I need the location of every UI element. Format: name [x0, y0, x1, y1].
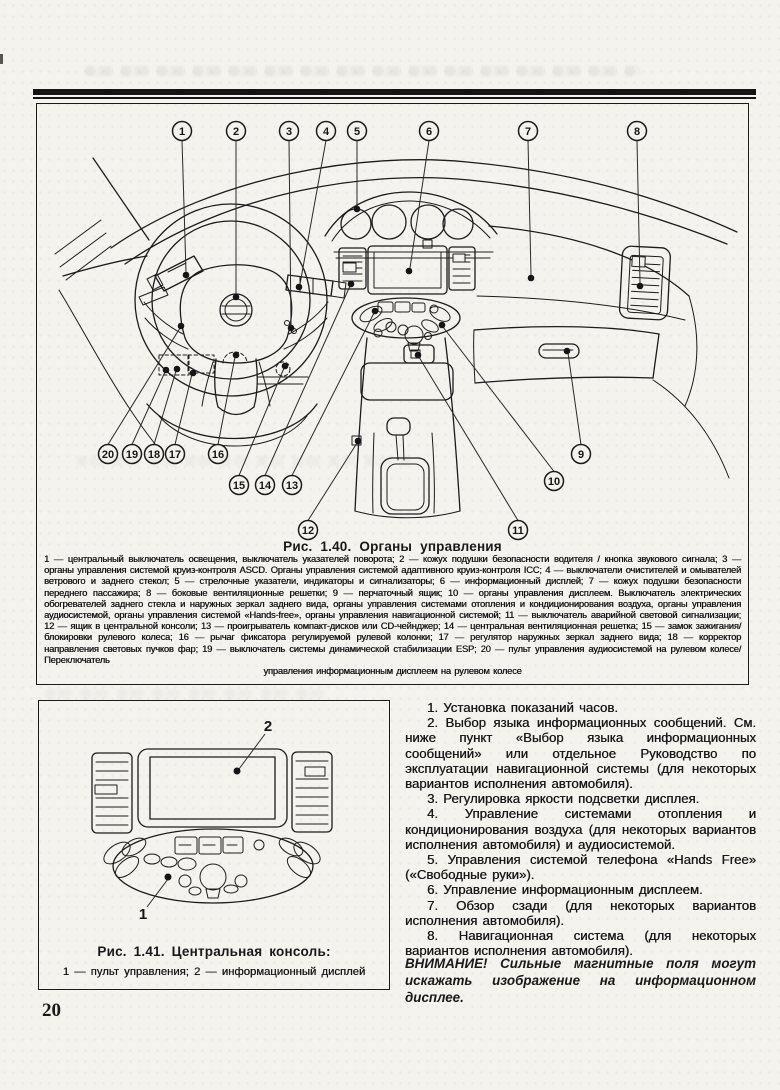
list-item: 3. Регулировка яркости подсветки дисплея.	[427, 791, 700, 807]
callout-12	[299, 521, 318, 540]
callout-7	[519, 122, 538, 141]
list-item: 6. Управление информационным дисплеем.	[427, 882, 703, 898]
scan-edge-mark	[0, 54, 3, 64]
console-diagram	[39, 701, 389, 929]
svg-text:6: 6	[425, 126, 433, 138]
callout-5	[348, 122, 367, 141]
svg-text:18: 18	[147, 449, 161, 461]
callout-3	[280, 122, 299, 141]
svg-text:12: 12	[301, 525, 315, 537]
figure-1-41-title: Рис. 1.41. Центральная консоль:	[97, 944, 331, 959]
callout-11	[509, 521, 528, 540]
callout-13	[283, 476, 302, 495]
svg-text:7: 7	[524, 126, 532, 138]
callout-10	[545, 472, 564, 491]
figure-1-40-caption	[44, 553, 741, 676]
callout-1	[173, 122, 192, 141]
header-rule-thick	[33, 89, 756, 95]
svg-text:15: 15	[232, 480, 246, 492]
list-item: 5. Управления системой телефона «Hands Free» («Свободные руки»).	[405, 852, 756, 883]
list-item: 7. Обзор сзади (для некоторых вариантов исполнения автомобиля).	[405, 897, 756, 928]
figure-1-41-caption: 1 — пульт управления; 2 — информационный дисплей	[62, 966, 366, 978]
svg-text:10: 10	[547, 476, 561, 488]
dashboard-diagram	[37, 106, 750, 554]
svg-text:1: 1	[178, 126, 186, 138]
callout-2	[227, 122, 246, 141]
figure-1-40-title: Рис. 1.40. Органы управления	[283, 539, 502, 554]
callout-6	[420, 122, 439, 141]
svg-text:13: 13	[285, 480, 299, 492]
show-through-text	[85, 66, 640, 76]
svg-text:19: 19	[125, 449, 139, 461]
list-item: 8. Навигационная система (для некоторых вариантов исполнения автомобиля).	[405, 928, 756, 959]
console-callout-2: 2	[263, 718, 273, 735]
svg-text:2: 2	[232, 126, 240, 138]
warning-note: ВНИМАНИЕ! Сильные магнитные поля могут искажать изображение на информационном дисплее.	[405, 956, 756, 1005]
svg-text:17: 17	[168, 449, 182, 461]
figure-1-40-caption-body: 1 — центральный выключатель освещения, выключатель указателей поворота; 2 — кожух подушки безопасности водителя / кнопка звукового сигнала; 3 — органы управления системой круиз-контроля ASCD. Органы управления системой адаптивного круиз-контроля ICC; 4 — выключатели очистителей и омывателей ветрового и заднего стекол; 5 — стрелочные указатели, индикаторы и сигнализаторы; 6 — информационный дисплей; 7 — кожух подушки безопасности переднего пассажира; 8 — боковые вентиляционные решетки; 9 — перчаточный ящик; 10 — органы управления дисплеем. Выключатель электрических обогревателей заднего стекла и наружных зеркал заднего вида, органы управления системами отопления и кондиционирования воздуха, органы управления аудиосистемой, органы управления системой «Hands-free», органы управления навигационной системой; 11 — выключатель аварийной световой сигнализации; 12 — ящик в центральной консоли; 13 — проигрыватель компакт-дисков или CD-чейнджер; 14 — центральная вентиляционная решетка; 15 — замок зажигания/блокировки рулевого колеса; 16 — рычаг фиксатора регулируемой рулевой колонки; 17 — регулятор наружных зеркал заднего вида; 18 — корректор направления световых пучков фар; 19 — выключатель системы динамической стабилизации ESP; 20 — пульт управления аудиосистемой на рулевом колесе/ Переключатель	[44, 553, 741, 665]
list-item: 2. Выбор языка информационных сообщений. См. ниже пункт «Выбор языка информационных сообщений» или отдельное Руководство по эксплуатации навигационной системы (для некоторых вариантов исполнения автомобиля).	[405, 715, 756, 792]
callout-8	[628, 122, 647, 141]
figure-1-40-caption-last-line: управления информационным дисплеем на рулевом колесе	[263, 665, 522, 677]
svg-text:11: 11	[512, 525, 524, 537]
svg-text:16: 16	[211, 449, 225, 461]
list-item: 4. Управление системами отопления и кондиционирования воздуха (для некоторых вариантов исполнения автомобиля) и аудиосистемой.	[405, 806, 756, 852]
svg-text:5: 5	[353, 126, 361, 138]
svg-text:14: 14	[258, 480, 272, 492]
list-item: 1. Установка показаний часов.	[427, 700, 618, 715]
display-functions-list	[405, 700, 756, 958]
callout-4	[317, 122, 336, 141]
page-number: 20	[42, 1000, 61, 1021]
callout-9	[572, 445, 591, 464]
figure-1-40-box	[36, 103, 749, 685]
svg-text:4: 4	[322, 126, 330, 138]
svg-text:8: 8	[633, 126, 641, 138]
header-rule-thin	[33, 97, 756, 99]
console-callout-1: 1	[138, 906, 148, 923]
svg-text:3: 3	[285, 126, 293, 138]
svg-text:9: 9	[577, 449, 585, 461]
callout-14	[256, 476, 275, 495]
svg-text:20: 20	[101, 449, 115, 461]
figure-1-41-box	[38, 700, 390, 990]
callout-15	[230, 476, 249, 495]
